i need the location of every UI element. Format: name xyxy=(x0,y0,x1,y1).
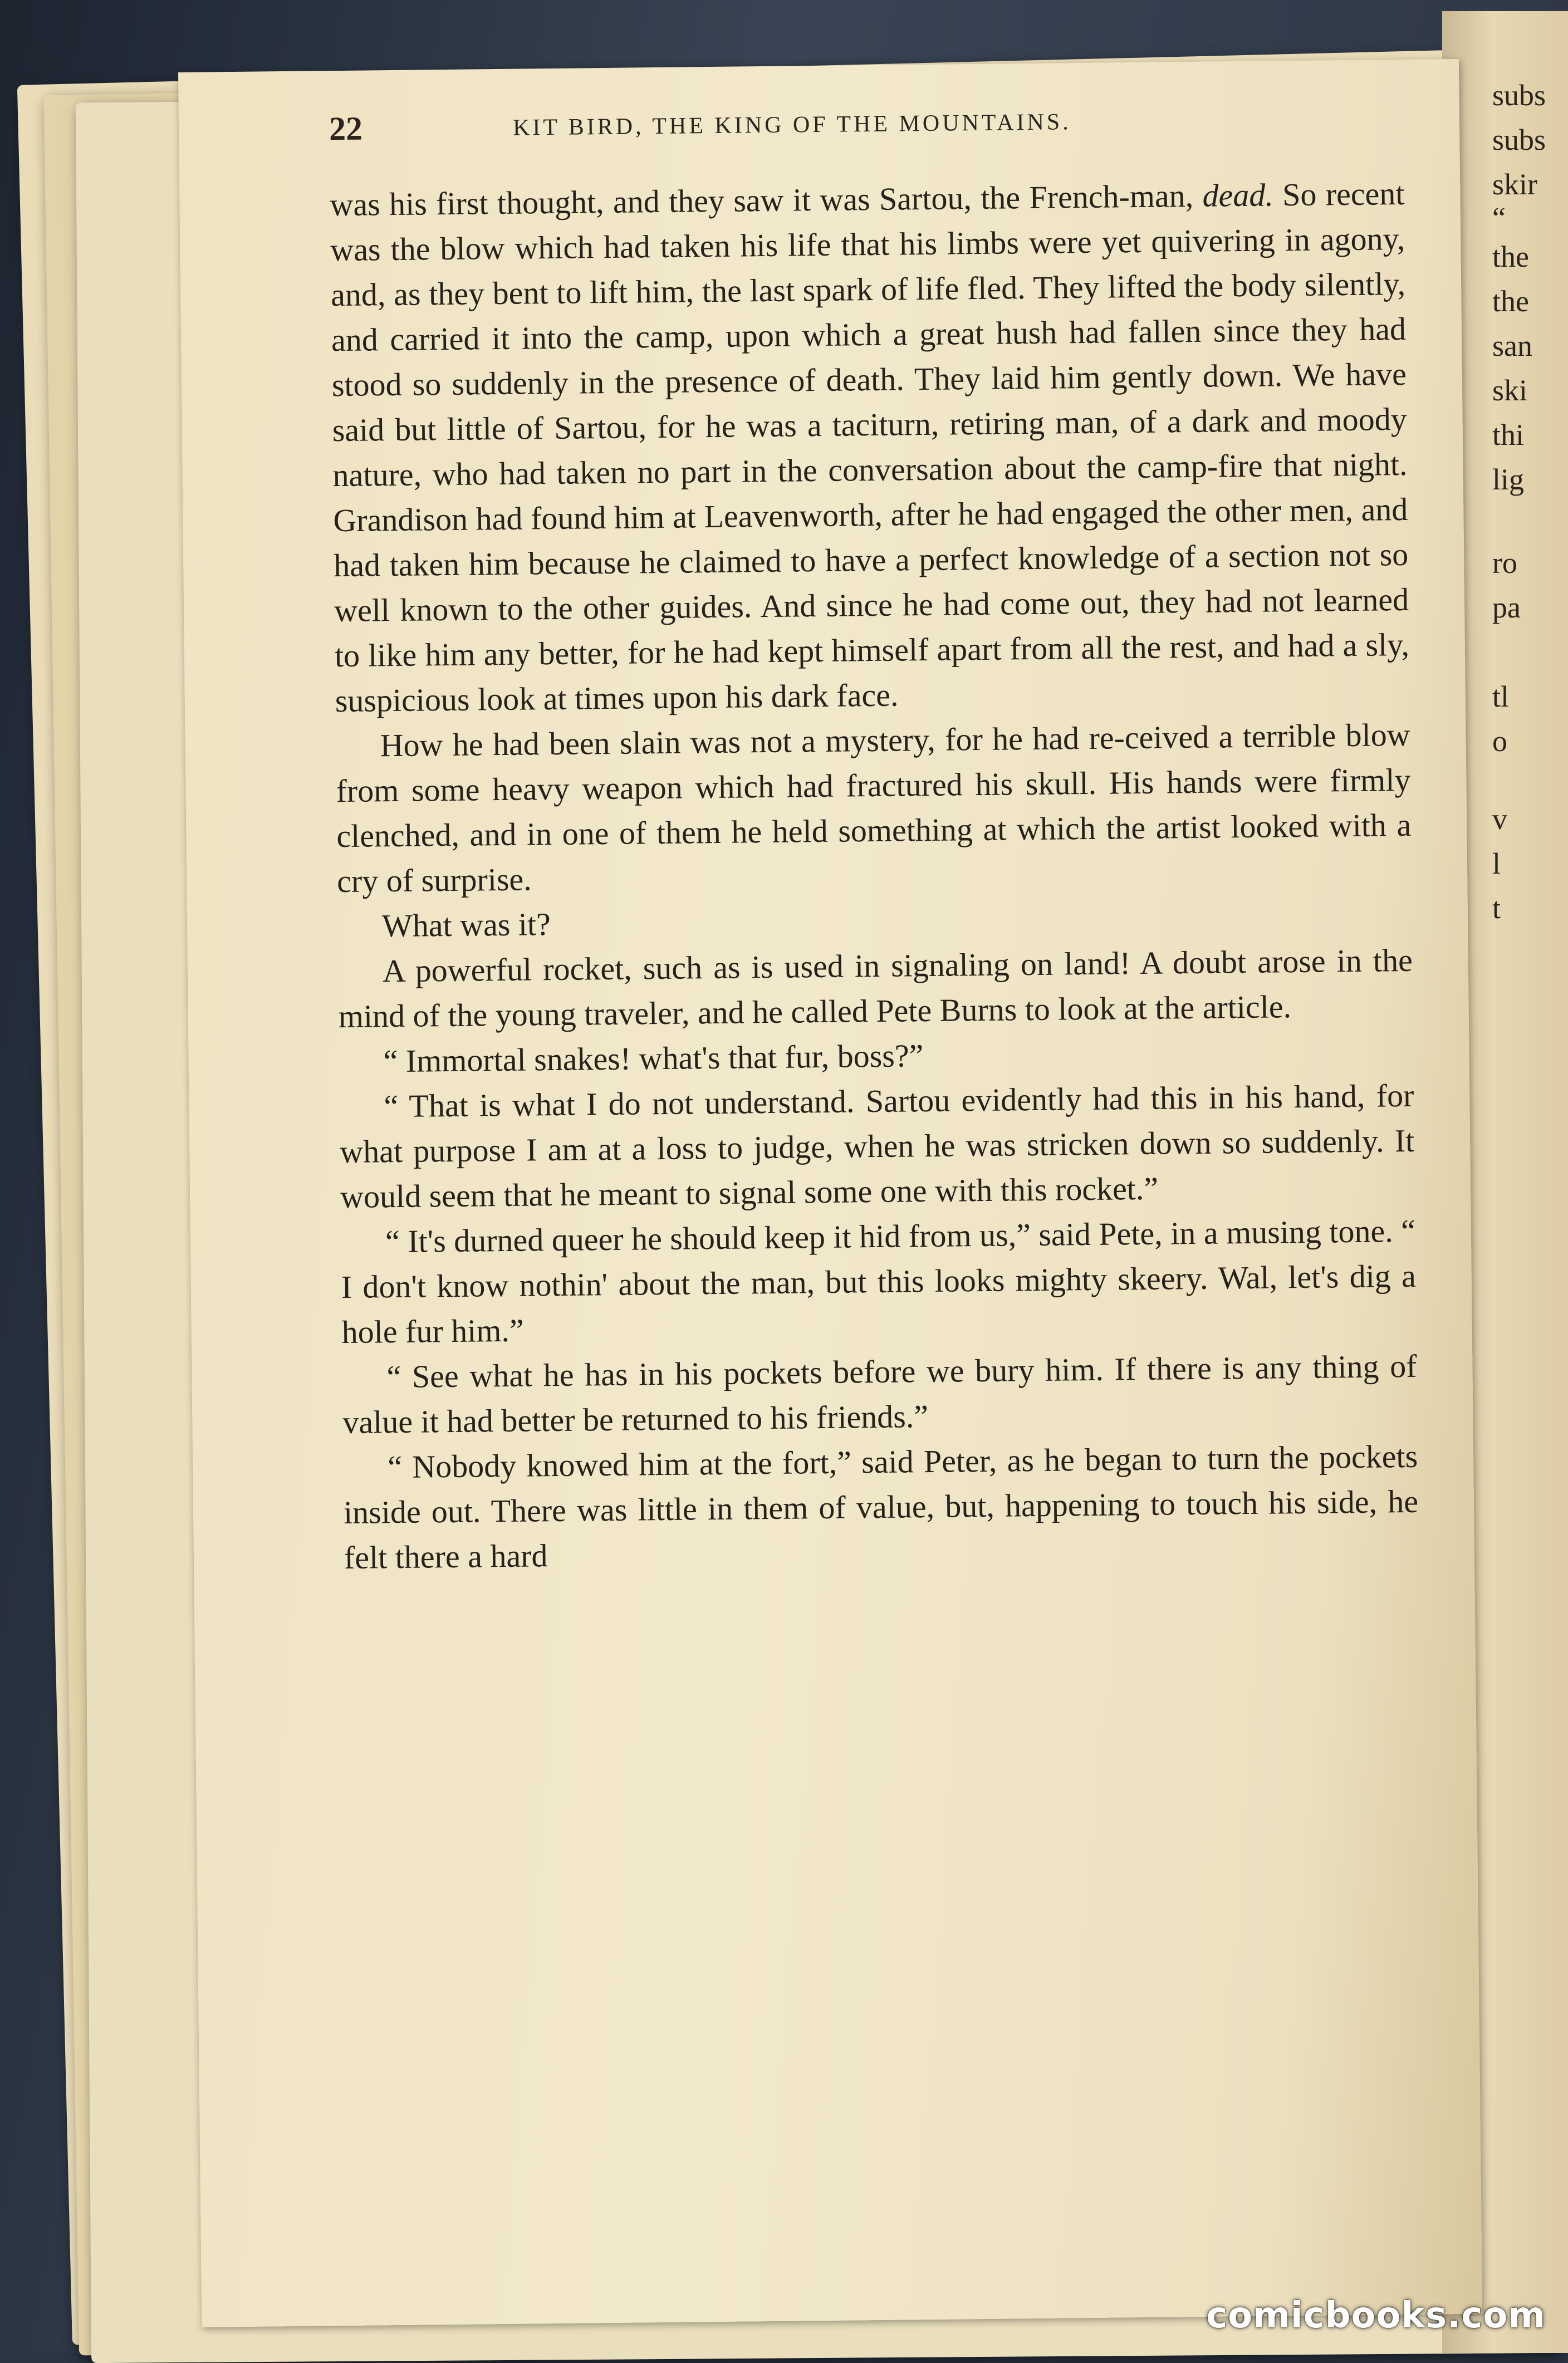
facing-page-fragment: the xyxy=(1492,285,1529,318)
facing-page-fragment: tl xyxy=(1492,680,1510,713)
facing-page-fragment: subs xyxy=(1492,123,1546,156)
paragraph-text: So recent was the blow which had taken his life that his limbs were yet quivering in agony, and, as they bent to lift him, the last spark of life fled. They lifted the body silently, and carried it into the camp, upon which a great hush had fallen since they had stood so suddenly in the presence of death. They laid him gently down. We have said but little of Sartou, for he was a taciturn, retiring man, of a dark and moody nature, who had taken no part in the conversation about the camp-fire that night. Grandison had found him at Leavenworth, after he had engaged the other men, and had taken him because he claimed to have a perfect knowledge of a section not so well known to the other guides. And since he had come out, they had not learned to like him any better, for he had kept himself apart from all the rest, and had a sly, suspicious look at times upon his dark face. xyxy=(330,175,1410,719)
paragraph-text: “ Immortal snakes! what's that fur, boss?” xyxy=(383,1037,924,1080)
page-header xyxy=(179,98,1460,161)
paragraph-text: was his first thought, and they saw it was Sartou, the French-man, xyxy=(330,177,1203,223)
paragraph-text: A powerful rocket, such as is used in signaling on land! A doubt arose in the mind of the young traveler, and he called Pete Burns to look at the article. xyxy=(338,942,1413,1035)
body-text xyxy=(330,171,1419,1580)
paragraph xyxy=(343,1434,1419,1580)
paragraph xyxy=(341,1208,1417,1355)
paragraph-text: “ That is what I do not understand. Sartou evidently had this in his hand, for what purpose I am at a loss to judge, when he was stricken down so suddenly. It would seem that he meant to signal some one with this rocket.” xyxy=(339,1077,1415,1215)
page-number: 22 xyxy=(329,110,363,148)
facing-page-fragment: t xyxy=(1492,891,1501,925)
facing-page-fragment: v xyxy=(1492,802,1507,836)
paragraph-text: How he had been slain was not a mystery, for he had re-ceived a terrible blow from some heavy weapon which had fractured his skull. His hands were firmly clenched, and in one of them he held something at which the artist looked with a cry of surprise. xyxy=(336,716,1412,900)
book-page xyxy=(178,59,1482,2327)
facing-page-fragment: the xyxy=(1492,240,1529,273)
paragraph xyxy=(335,712,1412,904)
facing-page-fragment: pa xyxy=(1492,591,1521,624)
paragraph xyxy=(330,171,1410,723)
paragraph-text: “ It's durned queer he should keep it hid from us,” said Pete, in a musing tone. “ I don't know nothin' about the man, but this looks mighty skeery. Wal, let's dig a hole fur him.” xyxy=(341,1212,1417,1351)
facing-page-fragment: skir xyxy=(1492,168,1537,201)
facing-page-fragment: lig xyxy=(1492,463,1525,496)
facing-page-fragment: thi xyxy=(1492,418,1525,452)
paragraph xyxy=(342,1344,1418,1445)
watermark: comicbooks.com xyxy=(1206,2295,1546,2336)
paragraph xyxy=(337,938,1413,1039)
paragraph-text: What was it? xyxy=(381,906,551,944)
facing-page-fragment: san xyxy=(1492,329,1532,362)
facing-page-fragment: o xyxy=(1492,724,1507,758)
facing-page-fragment: l xyxy=(1492,847,1501,880)
running-title: KIT BIRD, THE KING OF THE MOUNTAINS. xyxy=(512,109,1071,141)
italic-text: dead. xyxy=(1202,177,1274,214)
facing-page-fragment: ski xyxy=(1492,374,1528,407)
paragraph xyxy=(339,1073,1415,1219)
facing-page-fragment: ro xyxy=(1492,546,1517,580)
paragraph-text: “ Nobody knowed him at the fort,” said Peter, as he began to turn the pockets inside out. There was little in them of value, but, happening to touch his side, he felt there a hard xyxy=(343,1438,1419,1576)
facing-page-fragment: “ xyxy=(1492,201,1506,234)
paragraph-text: “ See what he has in his pockets before we bury him. If there is any thing of value it had better be returned to his friends.” xyxy=(342,1347,1417,1441)
facing-page-fragment: subs xyxy=(1492,79,1546,112)
